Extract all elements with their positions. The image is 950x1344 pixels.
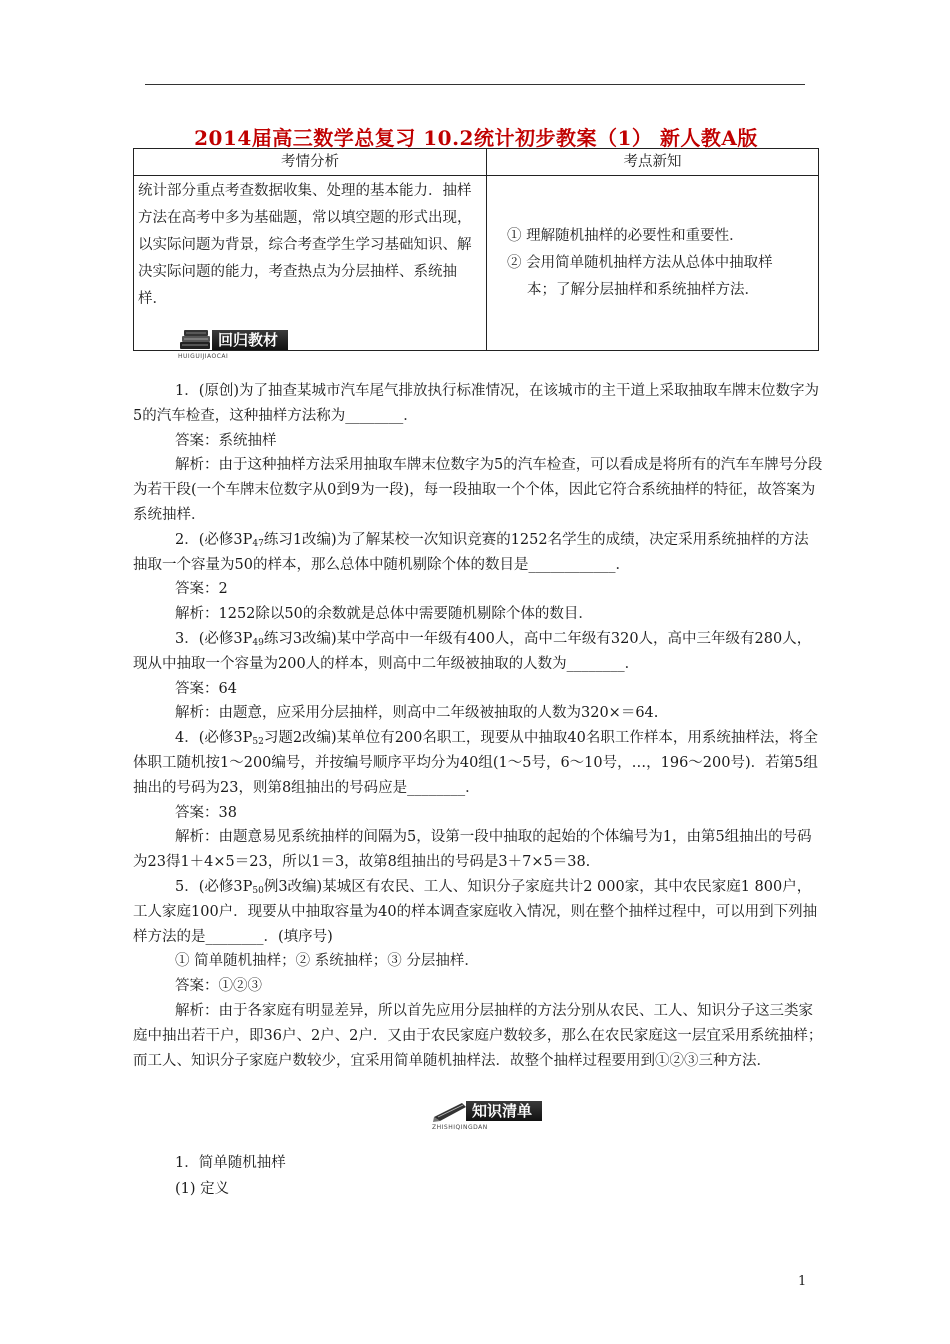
- section-subheading-definition: (1) 定义: [175, 1181, 230, 1197]
- analysis-5: 解析：由于各家庭有明显差异，所以首先应用分层抽样的方法分别从农民、工人、知识分子这三类家庭中抽出若干户，即36户、2户、2户．又由于农民家庭户数较多，那么在农民家庭这一层宜采用系统抽样；而工人、知识分子家庭户数较少，宜采用简单随机抽样法．故整个抽样过程要用到①②③三种方法．: [133, 1002, 823, 1069]
- answer-1: 答案：系统抽样: [175, 432, 277, 449]
- banner-label: 回归教材: [212, 330, 288, 350]
- books-icon: [178, 326, 216, 352]
- answer-5: 答案：①②③: [175, 978, 262, 995]
- goal-item-1: ① 理解随机抽样的必要性和重要性．: [507, 227, 744, 244]
- goal-item-2: ② 会用简单随机抽样方法从总体中抽取样: [507, 254, 773, 271]
- page-number: 1: [798, 1274, 807, 1289]
- answer-2: 答案：2: [175, 581, 228, 598]
- question-1: 1．(原创)为了抽查某城市汽车尾气排放执行标准情况，在该城市的主干道上采取抽取车牌末位数字为5的汽车检查，这种抽样方法称为________．: [133, 383, 820, 424]
- section-banner-review: [178, 326, 308, 360]
- goal-item-2-cont: 本；了解分层抽样和系统抽样方法．: [527, 281, 759, 298]
- header-rule: [145, 84, 805, 85]
- answer-4: 答案：38: [175, 804, 237, 821]
- knowledge-section: [133, 1150, 823, 1202]
- analysis-cell: 统计部分重点考查数据收集、处理的基本能力．抽样方法在高考中多为基础题，常以填空题的形式出现，以实际问题为背景，综合考查学生学习基础知识、解决实际问题的能力，考查热点为分层抽样、系统抽样．: [134, 176, 487, 351]
- document-title: 2014届高三数学总复习 10.2统计初步教案（1） 新人教A版: [194, 126, 758, 150]
- review-section: [133, 379, 823, 1073]
- exam-info-table: [133, 148, 819, 351]
- answer-3: 答案：64: [175, 680, 237, 697]
- question-2: 2．(必修$3P_{47}$练习1改编)为了解某校一次知识竞赛的1252名学生的成绩，决定采用系统抽样的方法抽取一个容量为50的样本，那么总体中随机剔除个体的数目是____________．: [133, 531, 809, 573]
- knowledge-cell: [487, 176, 819, 351]
- banner-pinyin: HUIGUIJIAOCAI: [178, 353, 229, 360]
- section-banner-knowledge: [432, 1097, 562, 1131]
- table-header-analysis: 考情分析: [134, 149, 487, 176]
- analysis-4: 解析：由题意易见系统抽样的间隔为5，设第一段中抽取的起始的个体编号为1，由第5组抽出的号码为23得1＋4×5＝23，所以1＝3，故第8组抽出的号码是3＋7×5＝38.: [133, 829, 812, 871]
- banner-label: 知识清单: [466, 1101, 542, 1121]
- pen-icon: [432, 1097, 470, 1123]
- section-heading-1: 1．简单随机抽样: [175, 1155, 286, 1171]
- question-3: 3．(必修$3P_{49}$练习3改编)某中学高中一年级有400人，高中二年级有320人，高中三年级有280人，现从中抽取一个容量为200人的样本，则高中二年级被抽取的人数为________．: [133, 630, 812, 672]
- banner-pinyin: ZHISHIQINGDAN: [432, 1124, 488, 1131]
- analysis-1: 解析：由于这种抽样方法采用抽取车牌末位数字为5的汽车检查，可以看成是将所有的汽车车牌号分段为若干段(一个车牌末位数字从0到9为一段)，每一段抽取一个个体，因此它符合系统抽样的特征，故答案为系统抽样．: [133, 457, 823, 523]
- options-5: ① 简单随机抽样；② 系统抽样；③ 分层抽样．: [175, 953, 479, 970]
- analysis-3: 解析：由题意，应采用分层抽样，则高中二年级被抽取的人数为320×＝64.: [175, 705, 659, 722]
- question-4: 4．(必修$3P_{52}$习题2改编)某单位有200名职工，现要从中抽取40名职工作样本，用系统抽样法，将全体职工随机按1～200编号，并按编号顺序平均分为40组(1～5号，6～10号，…，196～200号)．若第5组抽出的号码为23，则第8组抽出的号码应是________．: [133, 730, 818, 796]
- table-header-knowledge: 考点新知: [487, 149, 819, 176]
- analysis-2: 解析：1252除以50的余数就是总体中需要随机剔除个体的数目．: [175, 606, 593, 623]
- question-5: 5．(必修$3P_{50}$例3改编)某城区有农民、工人、知识分子家庭共计2 000家，其中农民家庭1 800户，工人家庭100户．现要从中抽取容量为40的样本调查家庭收入情况，则在整个抽样过程中，可以用到下列抽样方法的是________．(填序号): [133, 878, 818, 945]
